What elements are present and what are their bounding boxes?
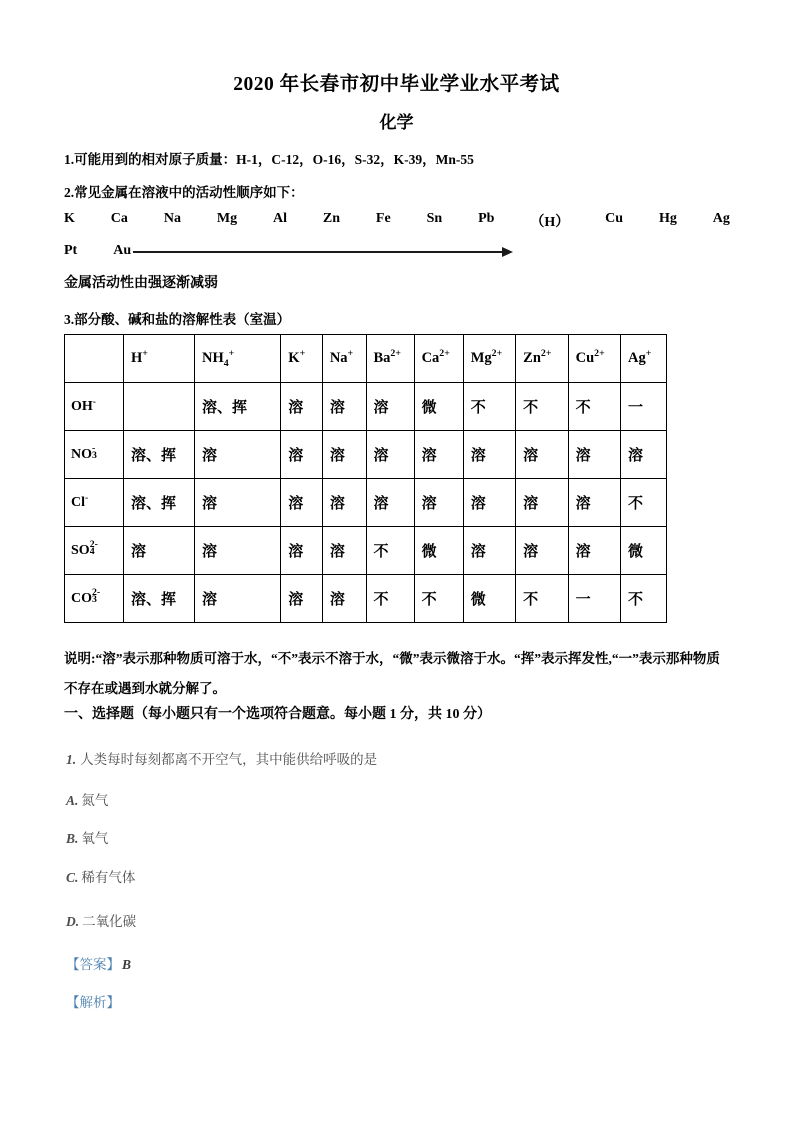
cell: 溶 — [366, 431, 414, 479]
cell: 溶 — [123, 527, 194, 575]
cell: 溶 — [281, 431, 323, 479]
cell: 溶 — [195, 527, 281, 575]
cell: 溶 — [281, 575, 323, 623]
option-label: A. — [66, 793, 79, 808]
cell: 不 — [366, 527, 414, 575]
metal-symbol: Ca — [110, 211, 128, 226]
cell: 溶 — [414, 431, 463, 479]
column-header-mg: $Mg^{2+}$ — [463, 335, 515, 383]
cell: 溶 — [322, 383, 366, 431]
row-header-so4: SO 2- 4 — [65, 527, 124, 575]
metal-symbol: Cu — [605, 211, 624, 226]
activity-trend-note: 金属活动性由强逐渐减弱 — [64, 275, 218, 291]
metal-symbol: Hg — [658, 211, 677, 226]
cell: 溶 — [281, 527, 323, 575]
analysis-tag: 【解析】 — [66, 995, 120, 1010]
cell: 微 — [621, 527, 667, 575]
metal-activity-row-1 — [64, 211, 732, 231]
preamble-activity-intro: 2.常见金属在溶液中的活动性顺序如下： — [64, 185, 304, 200]
cell: 溶 — [322, 575, 366, 623]
metal-symbol: Al — [272, 211, 287, 226]
cell: 一 — [621, 383, 667, 431]
question-stem-text: 人类每时每刻都离不开空气，其中能供给呼吸的是 — [80, 752, 378, 767]
answer-value: B — [122, 957, 132, 972]
cell: 一 — [568, 575, 620, 623]
cell: 不 — [463, 383, 515, 431]
cell: 溶 — [195, 575, 281, 623]
table-header-row — [65, 335, 667, 383]
table-row — [65, 383, 667, 431]
metal-symbol: Na — [163, 211, 181, 226]
metal-symbol: K — [64, 211, 75, 226]
answer-line — [66, 953, 131, 973]
column-header-ca: $Ca^{2+}$ — [414, 335, 463, 383]
metal-activity-row-2 — [64, 243, 730, 259]
column-header-k: K+ — [281, 335, 323, 383]
cell: 溶 — [322, 431, 366, 479]
column-header-h: H+ — [123, 335, 194, 383]
cell: 微 — [463, 575, 515, 623]
option-text: 稀有气体 — [81, 870, 136, 885]
cell: 不 — [621, 479, 667, 527]
cell: 溶 — [414, 479, 463, 527]
solubility-table-caption: 3.部分酸、碱和盐的溶解性表（室温） — [64, 312, 291, 327]
cell: 溶、挥 — [123, 479, 194, 527]
answer-tag: 【答案】 — [66, 957, 120, 972]
cell: 溶 — [322, 527, 366, 575]
cell: 溶 — [366, 479, 414, 527]
metal-symbol: Pt — [64, 243, 78, 258]
metal-symbol-hydrogen: （H） — [530, 215, 570, 230]
option-text: 氧气 — [81, 831, 109, 846]
cell: 溶 — [568, 479, 620, 527]
cell: 不 — [516, 575, 568, 623]
metal-symbol: Ag — [712, 211, 730, 226]
cell: 溶 — [463, 431, 515, 479]
cell: 溶 — [281, 383, 323, 431]
rightwards-arrow-icon — [133, 245, 513, 257]
option-label: B. — [66, 831, 79, 846]
column-header-ba: $Ba^{2+}$ — [366, 335, 414, 383]
column-header-na: Na+ — [322, 335, 366, 383]
cell: 溶、挥 — [195, 383, 281, 431]
table-row — [65, 527, 667, 575]
cell: 微 — [414, 527, 463, 575]
question-number: 1. — [66, 752, 77, 767]
metal-symbol: Fe — [375, 211, 391, 226]
subject-title: 化学 — [379, 113, 414, 132]
question-1-option-c[interactable] — [66, 866, 135, 886]
column-header-zn: $Zn^{2+}$ — [516, 335, 568, 383]
column-header-cu: $Cu^{2+}$ — [568, 335, 620, 383]
cell: 溶 — [516, 479, 568, 527]
row-header-no3: NO - 3 — [65, 431, 124, 479]
option-text: 二氧化碳 — [82, 914, 137, 929]
cell: 溶、挥 — [123, 431, 194, 479]
question-1-option-d[interactable] — [66, 910, 136, 930]
row-header-cl: Cl- — [65, 479, 124, 527]
metal-symbol: Mg — [216, 211, 238, 226]
question-1-stem — [66, 748, 377, 768]
cell: 不 — [621, 575, 667, 623]
cell: 溶 — [621, 431, 667, 479]
table-row — [65, 575, 667, 623]
row-header-co3: CO 2- 3 — [65, 575, 124, 623]
cell: 微 — [414, 383, 463, 431]
metal-symbol: Zn — [322, 211, 341, 226]
cell: 不 — [568, 383, 620, 431]
cell — [123, 383, 194, 431]
row-header-oh: OH- — [65, 383, 124, 431]
table-row — [65, 431, 667, 479]
cell: 溶 — [516, 431, 568, 479]
metal-symbol: Sn — [426, 211, 443, 226]
option-text: 氮气 — [81, 793, 109, 808]
table-row — [65, 479, 667, 527]
cell: 溶、挥 — [123, 575, 194, 623]
cell: 溶 — [568, 431, 620, 479]
option-label: C. — [66, 870, 79, 885]
cell: 溶 — [463, 479, 515, 527]
metal-symbol: Au — [113, 243, 132, 258]
cell: 溶 — [568, 527, 620, 575]
question-1-option-a[interactable] — [66, 789, 108, 809]
cell: 溶 — [516, 527, 568, 575]
analysis-line — [66, 991, 120, 1011]
solubility-table-note: 说明:“溶”表示那种物质可溶于水，“不”表示不溶于水，“微”表示微溶于水。“挥”表示挥发性,“一”表示那种物质不存在或遇到水就分解了。 — [64, 651, 720, 696]
column-header-ag: Ag+ — [621, 335, 667, 383]
cell: 溶 — [195, 479, 281, 527]
cell: 溶 — [281, 479, 323, 527]
question-1-option-b[interactable] — [66, 827, 108, 847]
cell: 不 — [414, 575, 463, 623]
metal-symbol: Pb — [478, 211, 495, 226]
table-corner-cell — [65, 335, 124, 383]
cell: 溶 — [195, 431, 281, 479]
section-heading-multiple-choice: 一、选择题（每小题只有一个选项符合题意。每小题 1 分，共 10 分） — [64, 707, 491, 722]
cell: 不 — [516, 383, 568, 431]
column-header-nh4: $NH_4^+$ — [195, 335, 281, 383]
solubility-table — [64, 334, 667, 623]
option-label: D. — [66, 914, 80, 929]
cell: 不 — [366, 575, 414, 623]
preamble-atomic-mass: 1.可能用到的相对原子质量：H-1，C-12，O-16，S-32，K-39，Mn-55 — [64, 152, 474, 167]
cell: 溶 — [322, 479, 366, 527]
page-title: 2020 年长春市初中毕业学业水平考试 — [233, 74, 560, 95]
cell: 溶 — [463, 527, 515, 575]
cell: 溶 — [366, 383, 414, 431]
